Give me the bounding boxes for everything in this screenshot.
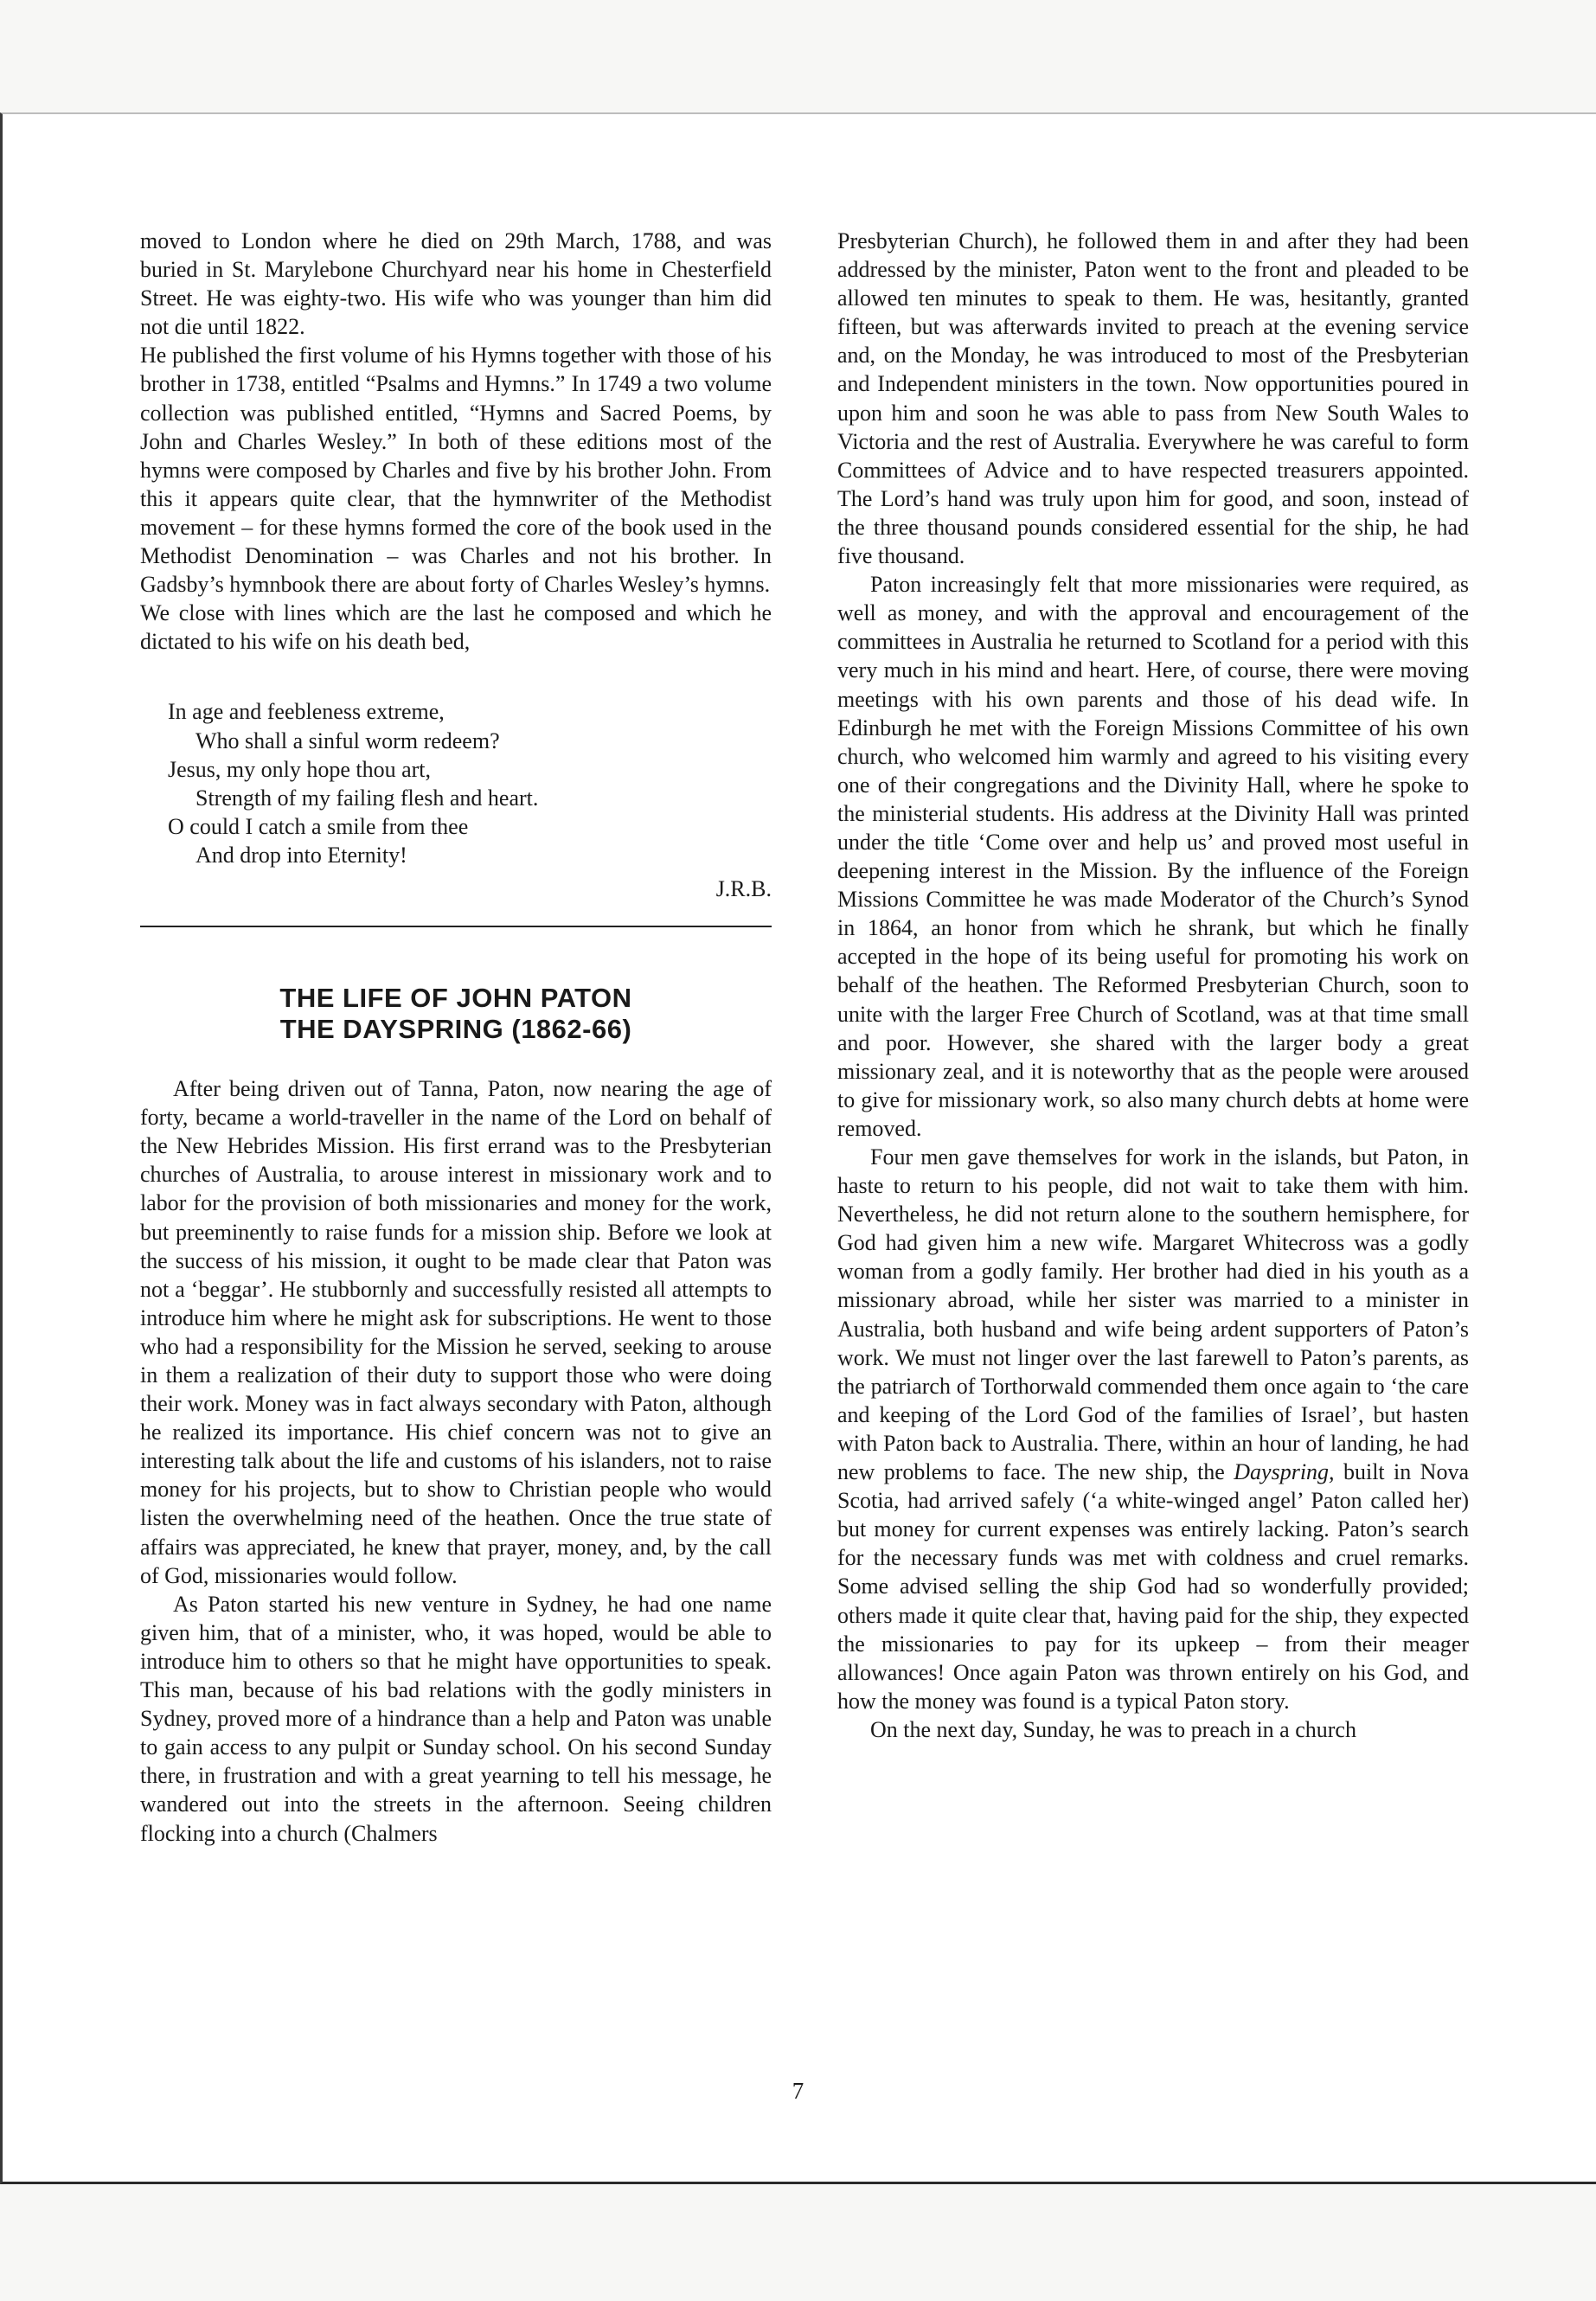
paragraph: After being driven out of Tanna, Paton, now nearing the age of forty, became a world-traveller in the name of the Lord on behalf of the New Hebrides Mission. His first errand was to the Presbyterian churches of Australia, to arouse interest in missionary work and to labor for the provision of both missionaries and money for the work, but preeminently to raise funds for a mission ship. Before we look at the success of his mission, it ought to be made clear that Paton was not a ‘beggar’. He stubbornly and successfully resisted all attempts to introduce him where he might ask for subscriptions. He went to those who had a responsibility for the Mission he served, seeking to arouse in them a realization of their duty to support those who were doing their work. Money was in fact always secondary with Paton, although he realized its importance. His chief concern was not to give an interesting talk about the life and customs of his islanders, not to raise money for his projects, but to show to Christian people who would listen the overwhelming need of the heathen. Once the true state of affairs was appreciated, he knew that prayer, money, and, by the call of God, missionaries would follow.: [140, 1076, 772, 1588]
poem-line: And drop into Eternity!: [195, 842, 407, 868]
paragraph: On the next day, Sunday, he was to preach in a church: [870, 1716, 1356, 1742]
ship-name: Dayspring,: [1234, 1459, 1335, 1485]
poem-line: Who shall a sinful worm redeem?: [195, 727, 500, 753]
author-signature: J.R.B.: [715, 875, 772, 901]
article-heading: [140, 983, 772, 1045]
poem-line: O could I catch a smile from thee: [168, 813, 469, 839]
text-run: built in Nova Scotia, had arrived safely (‘a white-winged angel’ Paton called her) but money for current expenses was entirely lacking. Paton’s search for the necessary funds was met with coldness and cruel remarks. Some advised selling the ship God had so wonderfully provided; others made it quite clear that, having paid for the ship, they expected the missionaries to pay for its upkeep – from their meager allowances! Once again Paton was thrown entirely on his God, and how the money was found is a typical Paton story.: [837, 1459, 1470, 1714]
paragraph: As Paton started his new venture in Sydney, he had one name given him, that of a minister, who, it was hoped, would be able to introduce him to others so that he might have opportunities to speak. This man, because of his bad relations with the godly ministers in Sydney, proved more of a hindrance than a help and Paton was unable to gain access to any pulpit or Sunday school. On his second Sunday there, in frustration and with a great yearning to tell his message, he wandered out into the streets in the afternoon. Seeing children flocking into a church (Chalmers: [140, 1591, 772, 1846]
section-divider: [140, 926, 772, 927]
paragraph: Presbyterian Church), he followed them in and after they had been addressed by the minister, Paton went to the front and pleaded to be allowed ten minutes to speak to them. He was, hesitantly, granted fifteen, but was afterwards invited to preach at the evening service and, on the Monday, he was introduced to most of the Presbyterian and Independent ministers in the town. Now opportunities poured in upon him and soon he was able to pass from New South Wales to Victoria and the rest of Australia. Everywhere he was careful to form Committees of Advice and to have respected treasurers appointed. The Lord’s hand was truly upon him for good, and soon, instead of the three thousand pounds considered essential for the ship, he had five thousand.: [837, 228, 1469, 569]
paragraph: He published the first volume of his Hymns together with those of his brother in 1738, entitled “Psalms and Hymns.” In 1749 a two volume collection was published entitled, “Hymns and Sacred Poems, by John and Charles Wesley.” In both of these editions most of the hymns were composed by Charles and five by his brother John. From this it appears quite clear, that the hymnwriter of the Methodist movement – for these hymns formed the core of the book used in the Methodist Denomination – was Charles and not his brother. In Gadsby’s hymnbook there are about forty of Charles Wesley’s hymns.: [140, 343, 772, 598]
text-run: Four men gave themselves for work in the islands, but Paton, in haste to return to his people, did not wait to take them with him. Nevertheless, he did not return alone to the southern hemisphere, for God had given him a new wife. Margaret Whitecross was a godly woman from a godly family. Her brother had died in his youth as a missionary abroad, while her sister was married to a minister in Australia, both husband and wife being ardent supporters of Paton’s work. We must not linger over the last farewell to Paton’s parents, as the patriarch of Torthorwald commended them once again to ‘the care and keeping of the Lord God of the families of Israel’, but hasten with Paton back to Australia. There, within an hour of landing, he had new problems to face. The new ship, the: [837, 1144, 1469, 1485]
paragraph: [837, 1143, 1469, 1715]
left-column: [140, 227, 772, 1848]
page-number: 7: [792, 2078, 804, 2104]
heading-line: THE LIFE OF JOHN PATON: [279, 983, 632, 1014]
poem-line: Strength of my failing flesh and heart.: [195, 785, 539, 811]
right-column: [837, 227, 1469, 1744]
paragraph: moved to London where he died on 29th March, 1788, and was buried in St. Marylebone Churchyard near his home in Chesterfield Street. He was eighty-two. His wife who was younger than him did not die until 1822.: [140, 228, 772, 340]
poem-line: Jesus, my only hope thou art,: [168, 756, 432, 782]
paragraph: Paton increasingly felt that more missionaries were required, as well as money, and with the approval and encouragement of the committees in Australia he returned to Scotland for a period with this very much in his mind and heart. Here, of course, there were moving meetings with his own parents and those of his dead wife. In Edinburgh he met with the Foreign Missions Committee of his own church, who welcomed him warmly and agreed to his visiting every one of their congregations and the Divinity Hall, where he spoke to the ministerial students. His address at the Divinity Hall was printed under the title ‘Come over and help us’ and proved most useful in deepening interest in the Mission. By the influence of the Foreign Missions Committee he was made Moderator of the Church’s Synod in 1864, an honor from which he shrank, but which he finally accepted in the hope of its being useful for promoting his work on behalf of the heathen. The Reformed Presbyterian Church, soon to unite with the larger Free Church of Scotland, was at that time small and poor. However, she shared with the larger body a great missionary zeal, and it is noteworthy that as the people were aroused to give for missionary work, so also many church debts at home were removed.: [837, 572, 1469, 1141]
poem: [168, 697, 772, 869]
heading-line: THE DAYSPRING (1862-66): [279, 1014, 632, 1045]
poem-line: In age and feebleness extreme,: [168, 699, 445, 725]
paragraph: We close with lines which are the last he composed and which he dictated to his wife on his death bed,: [140, 600, 772, 655]
